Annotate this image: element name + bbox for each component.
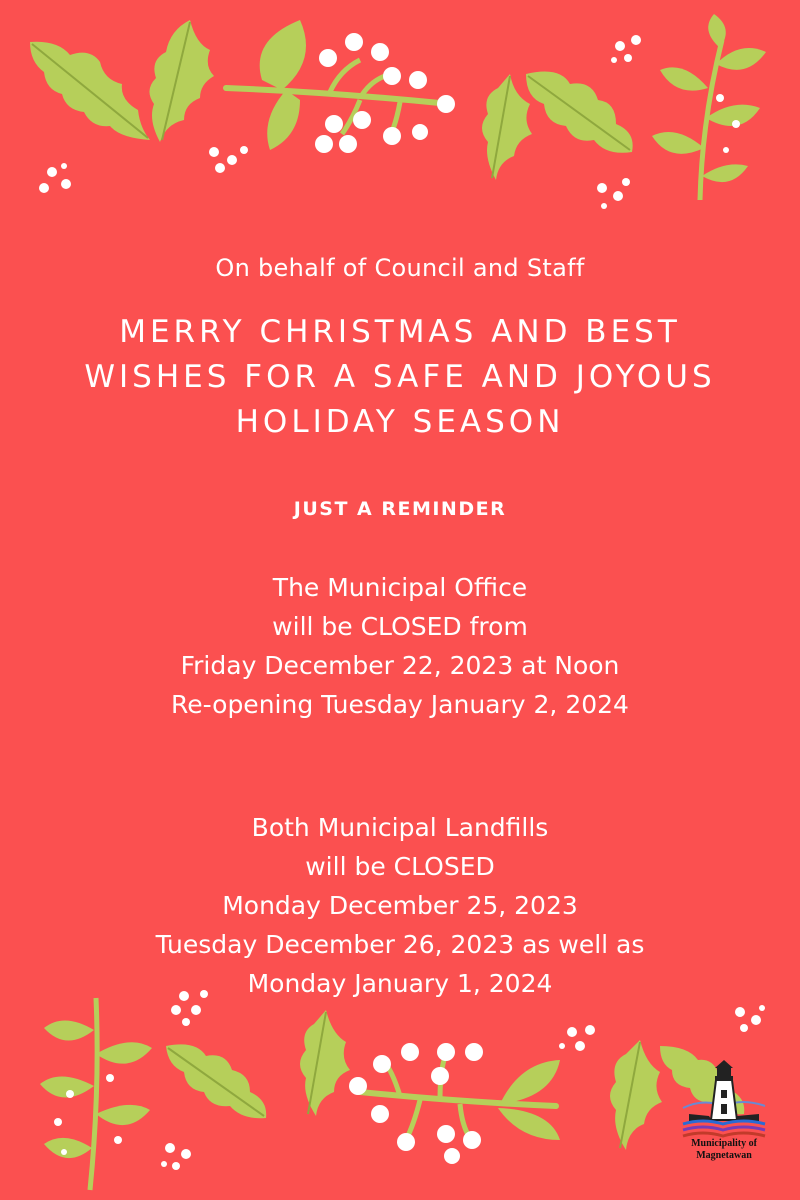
notice-line: Both Municipal Landfills: [251, 813, 549, 842]
office-closure-notice: [0, 568, 800, 724]
notice-line: will be CLOSED from: [272, 612, 528, 641]
reminder-title: JUST A REMINDER: [293, 498, 507, 520]
holly-decoration-top: [0, 0, 800, 230]
holly-leaf-icon: [300, 1010, 350, 1116]
logo-text-line2: Magnetawan: [696, 1150, 752, 1161]
greeting-intro: On behalf of Council and Staff: [215, 254, 585, 282]
holly-leaf-icon: [526, 72, 633, 153]
holly-leaf-icon: [30, 42, 150, 140]
notice-line: will be CLOSED: [305, 852, 495, 881]
lighthouse-icon: [679, 1058, 769, 1138]
notice-line: Monday January 1, 2024: [247, 969, 553, 998]
holly-leaf-icon: [166, 1044, 266, 1118]
landfill-closure-notice: [0, 808, 800, 1003]
greeting-headline: [0, 310, 800, 445]
municipality-logo: [668, 1058, 780, 1170]
notice-line: Tuesday December 26, 2023 as well as: [155, 930, 645, 959]
logo-text-line1: Municipality of: [691, 1138, 757, 1149]
leafy-branch-icon: [652, 14, 766, 200]
headline-line: WISHES FOR A SAFE AND JOYOUS: [84, 359, 716, 395]
holly-leaf-icon: [610, 1040, 662, 1150]
headline-line: MERRY CHRISTMAS AND BEST: [119, 314, 681, 350]
notice-line: The Municipal Office: [272, 573, 528, 602]
notice-line: Re-opening Tuesday January 2, 2024: [171, 690, 629, 719]
holly-leaf-icon: [482, 74, 532, 180]
notice-line: Monday December 25, 2023: [222, 891, 578, 920]
notice-line: Friday December 22, 2023 at Noon: [180, 651, 620, 680]
snow-dots-icon: [39, 35, 740, 209]
mistletoe-sprig-icon: [360, 1060, 560, 1140]
leafy-branch-icon: [40, 998, 152, 1190]
headline-line: HOLIDAY SEASON: [235, 404, 565, 440]
holly-leaf-icon: [149, 20, 214, 142]
